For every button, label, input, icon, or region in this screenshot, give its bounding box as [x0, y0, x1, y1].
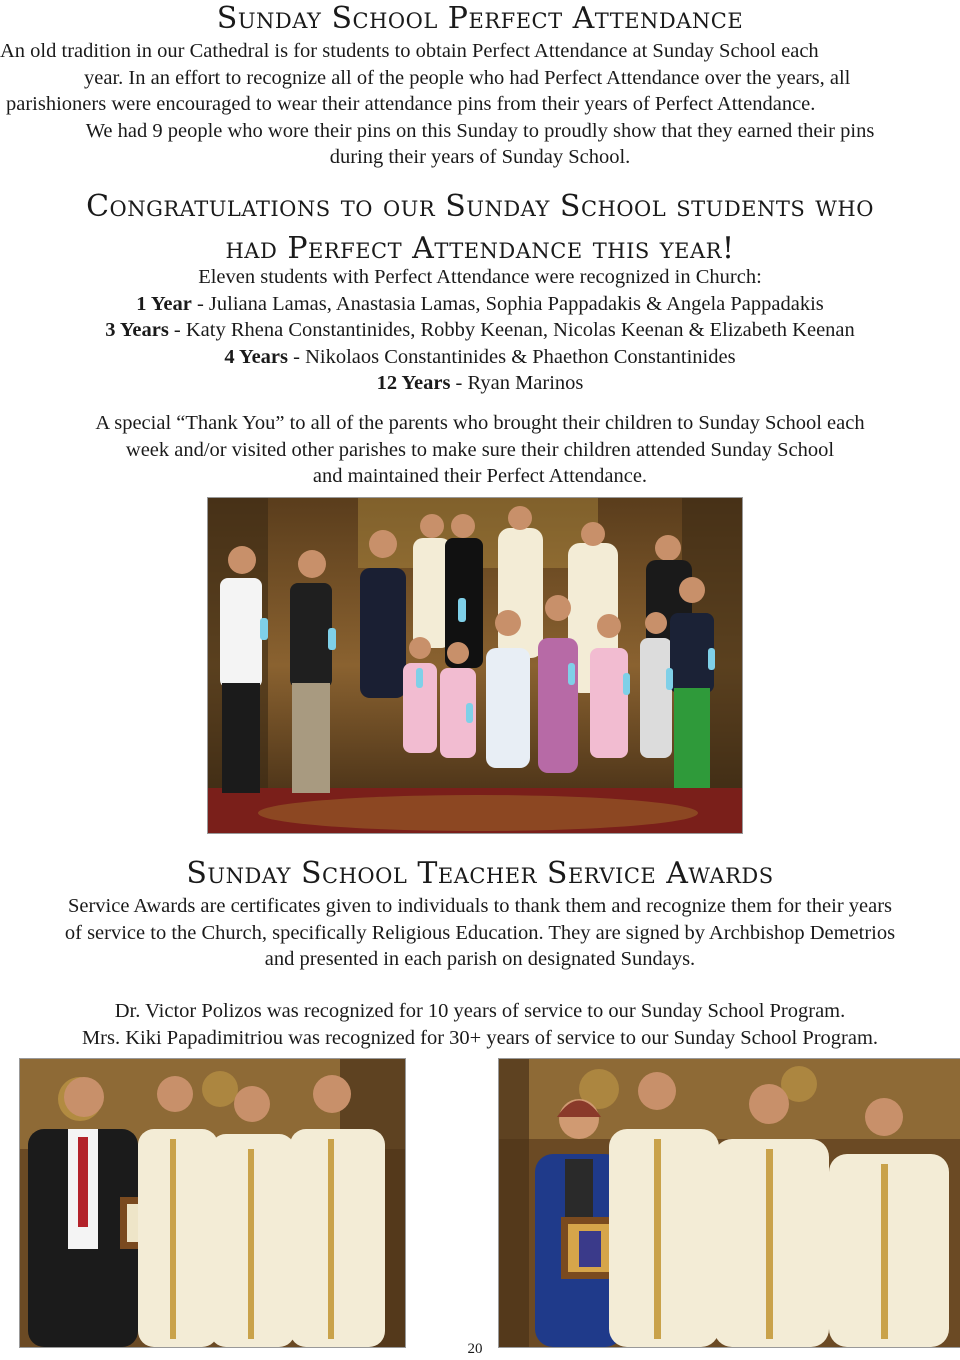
students-group-photo-image: [208, 498, 742, 833]
awards-line: and presented in each parish on designated Sundays.: [264, 948, 696, 971]
teacher-awards-heading: Sunday School Teacher Service Awards: [186, 856, 774, 891]
student-group: [0, 370, 960, 397]
polizos-award-photo: [19, 1058, 406, 1348]
student-group-years: 1 Year: [136, 292, 192, 315]
recognition-line: Mrs. Kiki Papadimitriou was recognized for 30+ years of service to our Sunday School Program.: [81, 1027, 879, 1049]
teacher-awards-description: [0, 893, 960, 973]
teacher-recognitions: [0, 998, 960, 1052]
intro-line: year. In an effort to recognize all of the people who had Perfect Attendance over the years, all: [84, 66, 851, 89]
parents-thank-you: [0, 410, 960, 490]
congratulations-heading-line: had Perfect Attendance this year!: [225, 231, 735, 266]
student-group-years: 3 Years: [105, 319, 169, 342]
recognition-line: Dr. Victor Polizos was recognized for 10 years of service to our Sunday School Program.: [114, 1000, 846, 1022]
perfect-attendance-intro: [0, 38, 960, 171]
student-group: [0, 317, 960, 344]
page-number: 20: [467, 1341, 483, 1357]
polizos-award-photo-image: [20, 1059, 405, 1347]
awards-line: of service to the Church, specifically Religious Education. They are signed by Archbishop Demetrios: [64, 921, 896, 944]
student-group-years: 12 Years: [376, 372, 451, 395]
thanks-line: A special “Thank You” to all of the parents who brought their children to Sunday School each: [95, 412, 865, 434]
perfect-attendance-heading: Sunday School Perfect Attendance: [216, 1, 744, 36]
papadimitriou-award-photo-image: [499, 1059, 960, 1347]
intro-line: We had 9 people who wore their pins on this Sunday to proudly show that they earned their pins: [85, 119, 875, 142]
intro-line: parishioners were encouraged to wear their attendance pins from their years of Perfect Attendance.: [6, 93, 816, 116]
students-group-photo: [207, 497, 743, 834]
congratulations-heading: [0, 186, 960, 270]
intro-line: An old tradition in our Cathedral is for students to obtain Perfect Attendance at Sunday School each: [0, 40, 819, 62]
student-list: [0, 264, 960, 397]
congratulations-heading-line: Congratulations to our Sunday School students who: [86, 189, 874, 224]
student-group-years: 4 Years: [224, 345, 288, 368]
intro-line: during their years of Sunday School.: [329, 146, 631, 169]
awards-line: Service Awards are certificates given to individuals to thank them and recognize them for their years: [67, 895, 893, 917]
student-group: [0, 344, 960, 371]
student-summary: Eleven students with Perfect Attendance were recognized in Church:: [198, 266, 762, 288]
student-group-names: - Katy Rhena Constantinides, Robby Keenan, Nicolas Keenan & Elizabeth Keenan: [168, 319, 855, 342]
thanks-line: week and/or visited other parishes to make sure their children attended Sunday School: [125, 438, 835, 461]
student-group: [0, 291, 960, 318]
student-group-names: - Nikolaos Constantinides & Phaethon Constantinides: [288, 345, 736, 368]
student-group-names: - Ryan Marinos: [450, 372, 584, 395]
student-group-names: - Juliana Lamas, Anastasia Lamas, Sophia Pappadakis & Angela Pappadakis: [191, 292, 824, 315]
thanks-line: and maintained their Perfect Attendance.: [312, 465, 648, 488]
papadimitriou-award-photo: [498, 1058, 960, 1348]
